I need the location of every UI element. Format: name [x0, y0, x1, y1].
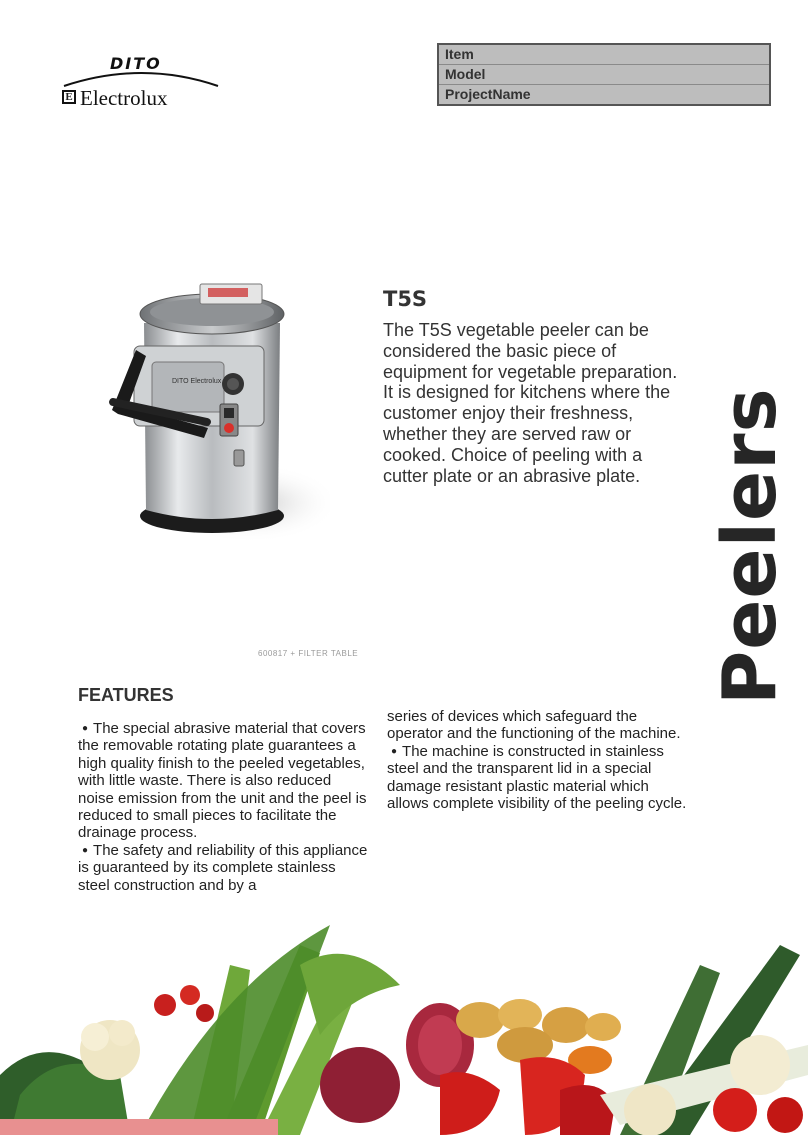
info-row-item: Item: [439, 45, 769, 65]
features-right-column: [387, 708, 687, 812]
product-image-caption: 600817 + FILTER TABLE: [258, 649, 359, 658]
category-side-label: Peelers: [707, 387, 793, 705]
project-info-box: [437, 43, 771, 106]
unit-badge-text: DITO Electrolux: [172, 378, 222, 385]
logo-arc-icon: [62, 64, 222, 88]
info-row-model: Model: [439, 65, 769, 85]
feature-bullet-1: ● The special abrasive material that covers the removable rotating plate guarantees a high quality finish to the peeled vegetables, with little waste. There is also reduced noise emission from the unit and the peel is reduced to small pieces to facilitate the drainage process.: [78, 720, 370, 842]
logo-dito-text: DITO: [110, 54, 162, 73]
electrolux-mark-icon: E: [62, 90, 76, 104]
product-title: T5S: [383, 287, 428, 311]
logo-brand-text: Electrolux: [80, 86, 168, 110]
feature-bullet-3: ● The machine is constructed in stainless steel and the transparent lid in a special damage resistant plastic material which allows complete visibility of the peeling cycle.: [387, 743, 687, 813]
feature-bullet-2-continuation: series of devices which safeguard the operator and the functioning of the machine.: [387, 708, 681, 743]
electrolux-dito-logo: [62, 52, 222, 112]
feature-bullet-2: ● The safety and reliability of this appliance is guaranteed by its complete stainless steel construction and by a: [78, 842, 370, 894]
features-heading: FEATURES: [78, 685, 174, 705]
features-left-column: [78, 720, 370, 894]
vegetables-footer-image: [0, 925, 808, 1135]
info-row-project-name: ProjectName: [445, 86, 531, 102]
peeler-machine-image: [100, 278, 330, 548]
product-description: The T5S vegetable peeler can be considered the basic piece of equipment for vegetable preparation. It is designed for kitchens where the customer enjoy their freshness, whether they are served raw or cooked. Choice of peeling with a cutter plate or an abrasive plate.: [383, 320, 678, 486]
